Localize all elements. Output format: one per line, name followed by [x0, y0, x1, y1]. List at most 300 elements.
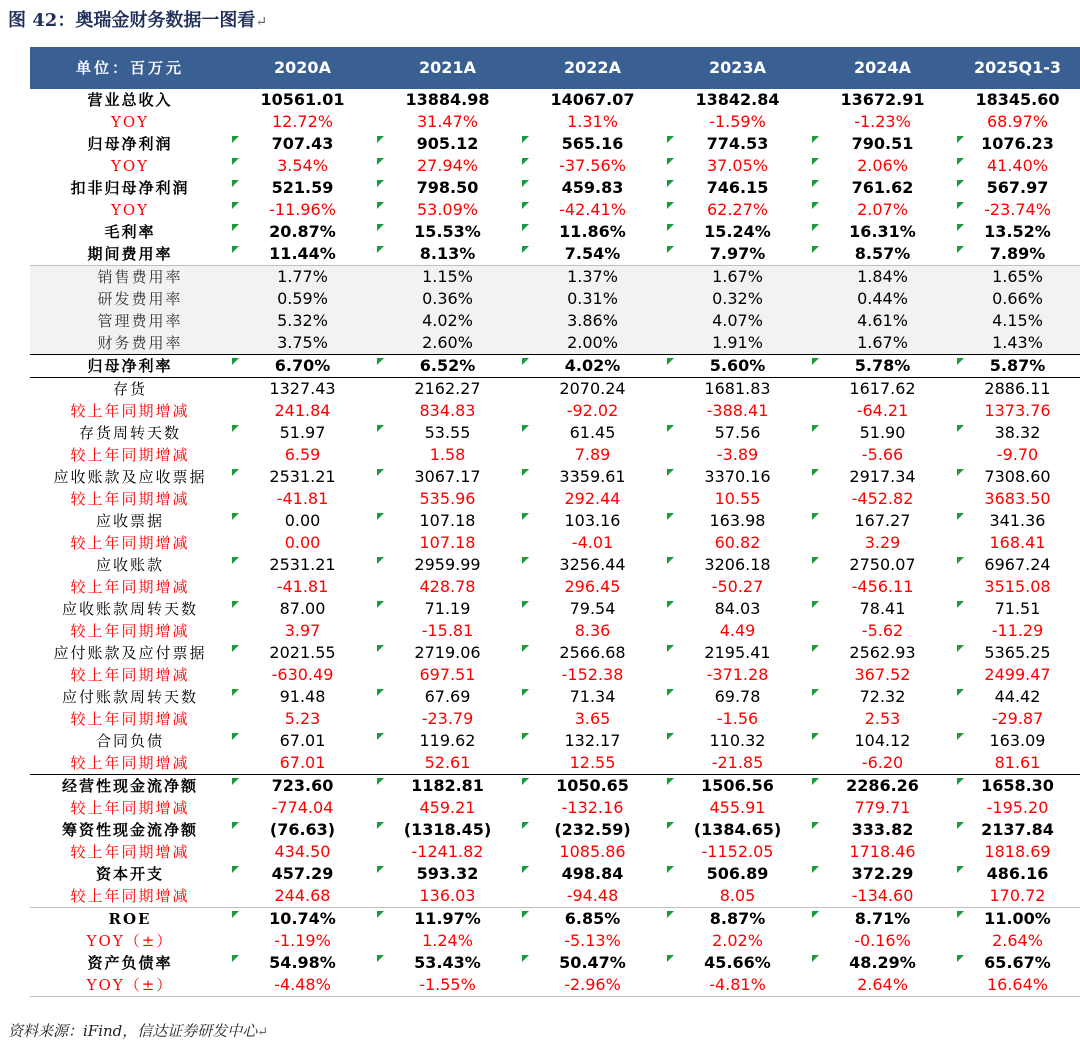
table-row — [30, 730, 1080, 752]
table-row — [30, 177, 1080, 199]
row-value — [810, 664, 955, 686]
error-flag-icon — [522, 158, 529, 165]
cell-text: 1.15% — [422, 267, 473, 286]
cell-text: 38.32 — [994, 423, 1041, 442]
column-header: 2020A — [230, 47, 375, 89]
row-value — [230, 554, 375, 576]
row-value — [665, 554, 810, 576]
row-value — [810, 243, 955, 266]
row-value — [230, 576, 375, 598]
error-flag-icon — [377, 180, 384, 187]
cell-text: 13884.98 — [405, 90, 490, 109]
table-row — [30, 466, 1080, 488]
row-value — [520, 554, 665, 576]
cell-text: 53.55 — [424, 423, 471, 442]
cell-text: -5.13% — [564, 931, 621, 950]
cell-text: 1.77% — [277, 267, 328, 286]
cell-text: -774.04 — [271, 798, 334, 817]
cell-text: 761.62 — [851, 178, 914, 197]
row-value — [955, 199, 1080, 221]
column-header: 2024A — [810, 47, 955, 89]
cell-text: -2.96% — [564, 975, 621, 994]
row-value — [375, 444, 520, 466]
row-value — [810, 752, 955, 775]
row-value — [810, 930, 955, 952]
row-value — [810, 775, 955, 798]
row-value — [520, 444, 665, 466]
row-value — [230, 510, 375, 532]
cell-text: -6.20 — [861, 753, 904, 772]
cell-text: 1.31% — [567, 112, 618, 131]
error-flag-icon — [957, 911, 964, 918]
row-value — [810, 177, 955, 199]
error-flag-icon — [232, 911, 239, 918]
cell-text: 15.53% — [414, 222, 481, 241]
row-value — [810, 708, 955, 730]
error-flag-icon — [377, 469, 384, 476]
row-value — [230, 686, 375, 708]
row-value — [375, 642, 520, 664]
row-value — [230, 266, 375, 289]
row-value — [520, 488, 665, 510]
error-flag-icon — [812, 180, 819, 187]
row-value — [665, 952, 810, 974]
row-value — [955, 332, 1080, 355]
table-row — [30, 355, 1080, 378]
row-value — [230, 310, 375, 332]
error-flag-icon — [377, 358, 384, 365]
cell-text: 78.41 — [859, 599, 906, 618]
row-value — [375, 885, 520, 908]
row-value — [375, 510, 520, 532]
table-row — [30, 444, 1080, 466]
error-flag-icon — [812, 866, 819, 873]
row-value — [230, 177, 375, 199]
row-label: 合同负债 — [95, 732, 164, 750]
cell-text: 136.03 — [419, 886, 476, 905]
cell-text: 3067.17 — [414, 467, 481, 486]
row-value — [955, 177, 1080, 199]
cell-text: 2070.24 — [559, 379, 626, 398]
error-flag-icon — [812, 358, 819, 365]
cell-text: 746.15 — [706, 178, 769, 197]
cell-text: 163.09 — [989, 731, 1046, 750]
error-flag-icon — [957, 645, 964, 652]
error-flag-icon — [812, 689, 819, 696]
cell-text: 0.44% — [857, 289, 908, 308]
cell-text: 3515.08 — [984, 577, 1051, 596]
row-value — [520, 422, 665, 444]
cell-text: 1373.76 — [984, 401, 1051, 420]
cell-text: -11.96% — [269, 200, 336, 219]
row-value — [665, 930, 810, 952]
row-value — [375, 598, 520, 620]
error-flag-icon — [232, 425, 239, 432]
error-flag-icon — [377, 645, 384, 652]
cell-text: 1.43% — [992, 333, 1043, 352]
row-label: 营业总收入 — [87, 91, 173, 109]
cell-text: 57.56 — [714, 423, 761, 442]
row-value — [810, 466, 955, 488]
row-value — [810, 576, 955, 598]
cell-text: 244.68 — [274, 886, 331, 905]
error-flag-icon — [232, 202, 239, 209]
error-flag-icon — [232, 158, 239, 165]
cell-text: -134.60 — [851, 886, 914, 905]
row-value — [375, 841, 520, 863]
error-flag-icon — [377, 224, 384, 231]
error-flag-icon — [522, 224, 529, 231]
row-value — [375, 752, 520, 775]
source-note — [8, 1020, 268, 1041]
row-value — [230, 974, 375, 997]
error-flag-icon — [522, 778, 529, 785]
row-value — [520, 243, 665, 266]
cell-text: -37.56% — [559, 156, 626, 175]
row-label: 扣非归母净利润 — [70, 179, 190, 197]
error-flag-icon — [812, 645, 819, 652]
error-flag-icon — [667, 822, 674, 829]
row-value — [955, 554, 1080, 576]
cell-text: 2286.26 — [846, 776, 919, 795]
cell-text: 798.50 — [416, 178, 479, 197]
row-value — [810, 355, 955, 378]
cell-text: 521.59 — [271, 178, 334, 197]
row-value — [520, 310, 665, 332]
row-value — [375, 554, 520, 576]
row-value — [955, 221, 1080, 243]
cell-text: 8.05 — [719, 886, 756, 905]
row-value — [810, 819, 955, 841]
cell-text: 67.69 — [424, 687, 471, 706]
cell-text: 51.90 — [859, 423, 906, 442]
error-flag-icon — [232, 246, 239, 253]
cell-text: 41.40% — [986, 156, 1048, 175]
cell-text: 1.65% — [992, 267, 1043, 286]
cell-text: 723.60 — [271, 776, 334, 795]
cell-text: 0.00 — [284, 533, 321, 552]
cell-text: 779.71 — [854, 798, 911, 817]
table-row — [30, 332, 1080, 355]
row-value — [230, 885, 375, 908]
error-flag-icon — [812, 202, 819, 209]
row-value — [810, 620, 955, 642]
source-text: 资料来源：iFind，信达证券研发中心 — [8, 1022, 258, 1040]
row-value — [665, 819, 810, 841]
row-value — [665, 775, 810, 798]
table-row — [30, 266, 1080, 289]
cell-text: 2886.11 — [984, 379, 1051, 398]
error-flag-icon — [522, 866, 529, 873]
error-flag-icon — [377, 733, 384, 740]
cell-text: 2162.27 — [414, 379, 481, 398]
cell-text: -456.11 — [851, 577, 914, 596]
error-flag-icon — [812, 955, 819, 962]
cell-text: 5.23 — [284, 709, 321, 728]
error-flag-icon — [667, 246, 674, 253]
row-value — [230, 444, 375, 466]
cell-text: 333.82 — [851, 820, 914, 839]
cell-text: 1327.43 — [269, 379, 336, 398]
row-value — [665, 974, 810, 997]
error-flag-icon — [667, 601, 674, 608]
error-flag-icon — [812, 557, 819, 564]
row-value — [520, 620, 665, 642]
row-value — [810, 863, 955, 885]
cell-text: 52.61 — [424, 753, 471, 772]
row-value — [230, 532, 375, 554]
cell-text: 53.09% — [416, 200, 478, 219]
row-label: 应收账款周转天数 — [61, 600, 198, 618]
row-value — [230, 620, 375, 642]
row-value — [955, 819, 1080, 841]
row-value — [665, 444, 810, 466]
cell-text: 296.45 — [564, 577, 621, 596]
cell-text: 459.21 — [419, 798, 476, 817]
table-row — [30, 841, 1080, 863]
row-value — [955, 863, 1080, 885]
cell-text: (76.63) — [269, 820, 336, 839]
row-value — [520, 708, 665, 730]
table-row — [30, 708, 1080, 730]
table-row — [30, 221, 1080, 243]
cell-text: -4.01 — [571, 533, 614, 552]
row-value — [955, 930, 1080, 952]
error-flag-icon — [377, 955, 384, 962]
row-value — [955, 243, 1080, 266]
cell-text: 10.74% — [269, 909, 336, 928]
row-value — [665, 332, 810, 355]
cell-text: 1050.65 — [556, 776, 629, 795]
cell-text: 367.52 — [854, 665, 911, 684]
cell-text: 91.48 — [279, 687, 326, 706]
cell-text: 2.00% — [567, 333, 618, 352]
cell-text: 1085.86 — [559, 842, 626, 861]
error-flag-icon — [377, 202, 384, 209]
error-flag-icon — [957, 158, 964, 165]
row-value — [810, 841, 955, 863]
row-label: 存货周转天数 — [78, 424, 181, 442]
cell-text: 0.32% — [712, 289, 763, 308]
error-flag-icon — [377, 866, 384, 873]
cell-text: 2917.34 — [849, 467, 916, 486]
error-flag-icon — [232, 469, 239, 476]
row-value — [665, 355, 810, 378]
row-value — [375, 199, 520, 221]
row-value — [375, 908, 520, 931]
cell-text: 6.70% — [274, 356, 331, 375]
cell-text: 5.78% — [854, 356, 911, 375]
cell-text: 707.43 — [271, 134, 334, 153]
row-value — [665, 422, 810, 444]
table-row — [30, 155, 1080, 177]
cell-text: 2719.06 — [414, 643, 481, 662]
row-value — [810, 885, 955, 908]
cell-text: 11.97% — [414, 909, 481, 928]
cell-text: 12.72% — [271, 112, 333, 131]
row-value — [665, 488, 810, 510]
cell-text: 457.29 — [271, 864, 334, 883]
cell-text: 16.31% — [849, 222, 916, 241]
cell-text: 67.01 — [279, 731, 326, 750]
row-label: 期间费用率 — [87, 245, 173, 263]
row-value — [665, 642, 810, 664]
row-label: 应付账款及应付票据 — [53, 644, 207, 662]
row-value — [955, 89, 1080, 111]
cell-text: (1318.45) — [403, 820, 492, 839]
cell-text: 71.51 — [994, 599, 1041, 618]
row-label: 筹资性现金流净额 — [61, 821, 198, 839]
error-flag-icon — [522, 601, 529, 608]
row-value — [810, 554, 955, 576]
cell-text: -1.23% — [854, 112, 911, 131]
error-flag-icon — [667, 866, 674, 873]
row-label: 较上年同期增减 — [70, 799, 190, 817]
row-value — [520, 908, 665, 931]
cell-text: 15.24% — [704, 222, 771, 241]
cell-text: 3.97 — [284, 621, 321, 640]
table-row — [30, 775, 1080, 798]
error-flag-icon — [667, 469, 674, 476]
row-value — [955, 664, 1080, 686]
cell-text: 567.97 — [986, 178, 1049, 197]
cell-text: 13.52% — [984, 222, 1051, 241]
row-value — [520, 775, 665, 798]
row-value — [810, 510, 955, 532]
cell-text: 2562.93 — [849, 643, 916, 662]
row-value — [520, 155, 665, 177]
row-value — [665, 908, 810, 931]
cell-text: 14067.07 — [550, 90, 635, 109]
cell-text: 1617.62 — [849, 379, 916, 398]
row-value — [230, 332, 375, 355]
cell-text: 455.91 — [709, 798, 766, 817]
cell-text: 3.54% — [277, 156, 328, 175]
row-value — [230, 221, 375, 243]
error-flag-icon — [957, 689, 964, 696]
cell-text: 11.00% — [984, 909, 1051, 928]
row-value — [665, 686, 810, 708]
row-value — [665, 266, 810, 289]
row-value — [955, 266, 1080, 289]
row-value — [230, 841, 375, 863]
error-flag-icon — [667, 733, 674, 740]
table-row — [30, 310, 1080, 332]
cell-text: 0.36% — [422, 289, 473, 308]
error-flag-icon — [667, 224, 674, 231]
row-value — [955, 444, 1080, 466]
row-value — [955, 133, 1080, 155]
row-value — [230, 908, 375, 931]
cell-text: -630.49 — [271, 665, 334, 684]
cell-text: 44.42 — [994, 687, 1041, 706]
row-value — [520, 466, 665, 488]
unit-label: 单位：百万元 — [30, 47, 230, 89]
row-value — [955, 488, 1080, 510]
row-value — [520, 288, 665, 310]
row-value — [230, 598, 375, 620]
row-value — [955, 422, 1080, 444]
row-value — [375, 730, 520, 752]
row-label: 较上年同期增减 — [70, 754, 190, 772]
table-row — [30, 797, 1080, 819]
cell-text: 2.60% — [422, 333, 473, 352]
error-flag-icon — [957, 955, 964, 962]
table-row — [30, 752, 1080, 775]
error-flag-icon — [667, 557, 674, 564]
row-label: 较上年同期增减 — [70, 402, 190, 420]
table-row — [30, 863, 1080, 885]
row-value — [665, 841, 810, 863]
row-value — [520, 952, 665, 974]
row-value — [955, 378, 1080, 401]
error-flag-icon — [812, 246, 819, 253]
cell-text: 132.17 — [564, 731, 621, 750]
error-flag-icon — [667, 645, 674, 652]
column-header: 2023A — [665, 47, 810, 89]
error-flag-icon — [957, 866, 964, 873]
error-flag-icon — [667, 911, 674, 918]
row-value — [520, 510, 665, 532]
row-value — [230, 642, 375, 664]
row-value — [665, 111, 810, 133]
row-label: YOY — [110, 157, 150, 175]
cell-text: 565.16 — [561, 134, 624, 153]
row-value — [810, 332, 955, 355]
row-value — [665, 221, 810, 243]
error-flag-icon — [377, 425, 384, 432]
cell-text: 3370.16 — [704, 467, 771, 486]
error-flag-icon — [522, 557, 529, 564]
cell-text: 6967.24 — [984, 555, 1051, 574]
table-row — [30, 378, 1080, 401]
error-flag-icon — [377, 513, 384, 520]
error-flag-icon — [812, 158, 819, 165]
cell-text: 8.71% — [854, 909, 911, 928]
row-value — [665, 155, 810, 177]
cell-text: 67.01 — [279, 753, 326, 772]
row-value — [375, 863, 520, 885]
error-flag-icon — [667, 689, 674, 696]
row-value — [665, 664, 810, 686]
row-value — [375, 310, 520, 332]
cell-text: -1.55% — [419, 975, 476, 994]
cell-text: -29.87 — [991, 709, 1044, 728]
row-value — [955, 841, 1080, 863]
row-value — [375, 177, 520, 199]
error-flag-icon — [957, 246, 964, 253]
row-value — [665, 708, 810, 730]
row-value — [955, 111, 1080, 133]
cell-text: 79.54 — [569, 599, 616, 618]
error-flag-icon — [957, 557, 964, 564]
cell-text: -15.81 — [421, 621, 474, 640]
cell-text: 107.18 — [419, 533, 476, 552]
row-value — [955, 576, 1080, 598]
error-flag-icon — [377, 822, 384, 829]
table-row — [30, 598, 1080, 620]
table-row — [30, 400, 1080, 422]
row-value — [810, 199, 955, 221]
row-value — [955, 908, 1080, 931]
row-value — [375, 775, 520, 798]
cell-text: 65.67% — [984, 953, 1051, 972]
row-value — [230, 243, 375, 266]
row-value — [520, 797, 665, 819]
row-value — [375, 466, 520, 488]
error-flag-icon — [232, 136, 239, 143]
error-flag-icon — [377, 601, 384, 608]
